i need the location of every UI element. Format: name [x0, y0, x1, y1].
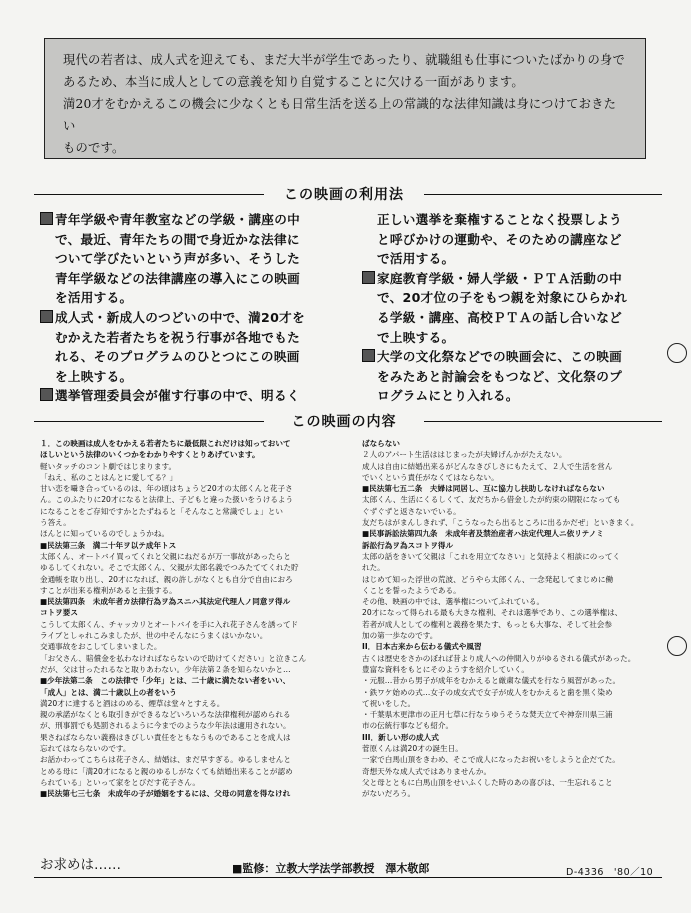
- content-line: 太郎くん、生活にくるしくて、友だちから借金したが約束の期限になっても: [362, 495, 621, 505]
- content-right-column: [362, 438, 662, 800]
- content-line: ほんとに知っているのでしょうかね。: [40, 529, 170, 539]
- content-line: １．この映画は成人をむかえる若者たちに最低限これだけは知っておいて: [40, 439, 291, 448]
- content-line: ■民法第四条 未成年者カ法律行為ヲ為スニハ其法定代理人ノ同意ヲ得ル: [40, 597, 291, 607]
- content-line: お話かわってこちらは花子さん、結婚は、まだ早すぎる。ゆるしませんと: [40, 755, 291, 765]
- content-line: ゆるしてくれない。そこで太郎くん、父親が太郎名義でつみたててくれた貯: [40, 563, 299, 573]
- content-line: 交通事故をおこしてしまいました。: [40, 642, 162, 652]
- usage-line: で、最近、青年たちの間で身近かな法律に: [55, 231, 300, 247]
- content-line: すことが出来る権利があると主張する。: [40, 585, 177, 595]
- content-line: でいくという責任がなくてはならない。: [362, 472, 499, 482]
- content-left-column: [40, 438, 352, 800]
- content-line: 「お父さん、賠償金を払わなければならないので助けてください」と泣きこん: [40, 653, 307, 663]
- usage-line: と呼びかけの運動や、そのための講座など: [377, 231, 622, 247]
- content-line: コトヲ要ス: [40, 608, 78, 618]
- usage-line: ログラムにとり入れる。: [377, 388, 519, 404]
- content-line: 成人は自由に結婚出来るがどんなきびしさにもたえて、２人で生活を営ん: [362, 461, 613, 471]
- bullet-icon: [40, 388, 53, 401]
- intro-line: ものです。: [63, 141, 125, 155]
- content-line: 「成人」とは、満二十歳以上の者をいう: [40, 687, 177, 697]
- content-line: 豊富な資料をもとにそのようすを紹介していく。: [362, 664, 529, 674]
- content-line: ■民法第七三七条 未成年の子が婚姻をするには、父母の同意を得なけれ: [40, 789, 291, 799]
- catalog-code: D-4336 '80／10: [566, 867, 654, 878]
- content-line: ・千葉県木更津市の正月七草に行なうゆうそうな焚天立てや神奈川県三浦: [362, 710, 613, 720]
- content-line: III．新しい形の成人式: [362, 732, 439, 742]
- bullet-icon: [362, 271, 375, 284]
- usage-left-column: [40, 210, 358, 406]
- usage-line: むかえた若者たちを祝う行事が各地でもた: [55, 329, 300, 345]
- section-title-content: この映画の内容: [264, 411, 424, 431]
- usage-line: 青年学級や青年教室などの学級・講座の中: [55, 212, 300, 227]
- content-line: 奇想天外な成人式ではありませんか。: [362, 766, 492, 776]
- content-line: 甘い恋を囁き合っているのは、年の頃はちょうど20才の太郎くんと花子さ: [40, 484, 293, 494]
- usage-line: 家庭教育学級・婦人学級・ＰＴＡ活動の中: [377, 270, 622, 286]
- content-line: ■民事訴訟法第四九条 未成年者及禁治産者ハ法定代理人ニ依リテノミ: [362, 529, 604, 539]
- content-line: ライブとしゃれこみましたが、世の中そんなにうまくはいかない。: [40, 631, 268, 641]
- content-line: 金通帳を取り出し、20才になれば、親の許しがなくとも自分で自由におろ: [40, 574, 293, 584]
- content-line: ほしいという法律のいくつかをわかりやすくとりあげています。: [40, 450, 260, 460]
- usage-line: ついて学びたいという声が多い、そうした: [55, 251, 300, 267]
- usage-line: をみたあと討論会をもつなど、文化祭のプ: [377, 368, 622, 384]
- usage-line: 正しい選挙を棄権することなく投票しよう: [377, 212, 622, 227]
- content-line: 20才になって得られる最も大きな権利、それは選挙であり、この選挙権は、: [362, 608, 623, 618]
- content-line: がないだろう。: [362, 789, 416, 799]
- usage-line: 選挙管理委員会が催す行事の中で、明るく: [55, 388, 300, 404]
- content-line: 軽いタッチのコント劇ではじまります。: [40, 461, 177, 471]
- section-title-usage: この映画の利用法: [264, 184, 424, 204]
- content-line: くことを誓ったようである。: [362, 585, 461, 595]
- content-line: こうして太郎くん、チャッカリとオートバイを手に入れ花子さんを誘ってド: [40, 619, 299, 629]
- usage-line: を上映する。: [55, 368, 133, 384]
- content-line: 満20才に達すると酒はのめる、煙草は堂々とすえる。: [40, 698, 225, 708]
- content-line: II．日本古来から伝わる儀式や風習: [362, 642, 482, 652]
- content-line: 果さねばならない義務はきびしい責任をともなうものであることを成人は: [40, 732, 291, 742]
- bullet-icon: [40, 310, 53, 323]
- content-line: 忘れてはならないのです。: [40, 744, 131, 754]
- usage-line: れる、そのプログラムのひとつにこの映画: [55, 349, 300, 365]
- intro-line: あるため、本当に成人としての意義を知り自覚することに欠ける一面があります。: [63, 75, 524, 89]
- content-line: になることをご存知ですかとたずねると「そんなこと常識でしょ」とい: [40, 506, 283, 516]
- content-line: れた。: [362, 563, 385, 573]
- usage-line: で上映する。: [377, 329, 455, 345]
- content-line: ■民法第三条 満二十年ヲ以テ成年トス: [40, 540, 177, 550]
- content-line: 太郎くん、オートバイ買ってくれと父親にねだるが万一事故があったらと: [40, 551, 291, 561]
- order-text: お求めは……: [40, 857, 121, 873]
- content-line: ぐずぐずと返さないでいる。: [362, 506, 461, 516]
- supervisor-credit: ■監修：立教大学法学部教授 澤木敬郎: [232, 862, 430, 875]
- content-line: だが、父は甘ったれるなと取りあわない。少年法第２条を知らないかと…: [40, 664, 291, 674]
- content-line: ■少年法第二条 この法律で「少年」とは、二十歳に満たない者をいい、: [40, 676, 291, 686]
- content-line: ・元服…昔から男子が成年をむかえると厳粛な儀式を行なう風習があった。: [362, 676, 621, 686]
- usage-right-column: [362, 210, 662, 406]
- usage-line: 成人式・新成人のつどいの中で、満20才を: [55, 309, 305, 325]
- content-line: ■民法第七五二条 夫婦は同居し、互に協力し扶助しなければならない: [362, 484, 605, 494]
- binder-hole-icon: [667, 343, 687, 363]
- content-line: られている」といって家をとびだす花子さん。: [40, 777, 200, 787]
- content-line: 「ねえ、私のことはんとに愛してる？」: [40, 472, 178, 482]
- content-line: う答え。: [40, 518, 71, 528]
- usage-line: で活用する。: [377, 251, 455, 267]
- content-line: ２人のアパート生活ははじまったが夫婦げんかがたえない。: [362, 450, 567, 460]
- intro-box: [44, 38, 646, 159]
- content-line: 若者が成人としての権利と義務を果たす、もっとも大事な、そして社会参: [362, 619, 612, 629]
- usage-line: る学級・講座、高校ＰＴＡの話し合いなど: [377, 309, 622, 325]
- intro-line: 現代の若者は、成人式を迎えても、まだ大半が学生であったり、就職組も仕事についたばかりの身で: [63, 53, 625, 67]
- content-line: その他、映画の中では、選挙権についてふれている。: [362, 597, 545, 607]
- content-line: 市の伝統行事なども紹介。: [362, 721, 454, 731]
- content-line: て祝いをした。: [362, 698, 416, 708]
- content-line: 訴訟行為ヲ為スコトヲ得ル: [362, 540, 454, 550]
- content-line: ん。このふたりに20才になると法律上、子どもと違った扱いをうけるよう: [40, 495, 294, 505]
- content-line: 一家で白馬山頂をきわめ、そこで成人になったお祝いをしようと企だてた。: [362, 755, 620, 765]
- content-line: とめる母に「満20才になると親のゆるしがなくても結婚出来ることが認め: [40, 766, 293, 776]
- usage-line: で、20才位の子をもつ親を対象にひらかれ: [377, 290, 627, 306]
- content-line: 親の承諾がなくとも取引きができるなどいろいろな法律権利が認められる: [40, 710, 291, 720]
- usage-line: を活用する。: [55, 290, 133, 306]
- content-line: ・鉄ワケ始めの式…女子の成女式で女子が成人をむかえると歯を黒く染め: [362, 687, 613, 697]
- intro-line: 満20才をむかえるこの機会に少なくとも日常生活を送る上の常識的な法律知識は身につけておきたい: [63, 97, 617, 133]
- content-line: ばならない: [362, 439, 400, 448]
- usage-line: 大学の文化祭などでの映画会に、この映画: [377, 349, 622, 365]
- bullet-icon: [40, 212, 53, 225]
- bullet-icon: [362, 349, 375, 362]
- content-line: はじめて知った浮世の荒波、どうやら太郎くん、一念発起してまじめに働: [362, 574, 614, 584]
- content-line: が、刑事罰でも処罰されるように今までのような少年法は適用されない。: [40, 721, 291, 731]
- content-line: 友だちはがまんしきれず、「こうなったら出るところに出るかだぜ」といきまく。: [362, 518, 639, 528]
- binder-hole-icon: [667, 636, 687, 656]
- content-line: 太郎の話をきいて父親は「これを用立てなさい」と気持よく相談にのってく: [362, 551, 621, 561]
- usage-line: 青年学級などの法律講座の導入にこの映画: [55, 270, 300, 286]
- content-line: 菅原くんは満20才の誕生日。: [362, 744, 463, 754]
- content-line: 古くは歴史をさかのぼれば昔より成人への仲間入りがゆるされる儀式があった。: [362, 653, 636, 663]
- content-line: 加の第一歩なのです。: [362, 631, 438, 641]
- content-line: 父と母とともに白馬山頂をせいふくした時のあの喜びは、一生忘れること: [362, 777, 613, 787]
